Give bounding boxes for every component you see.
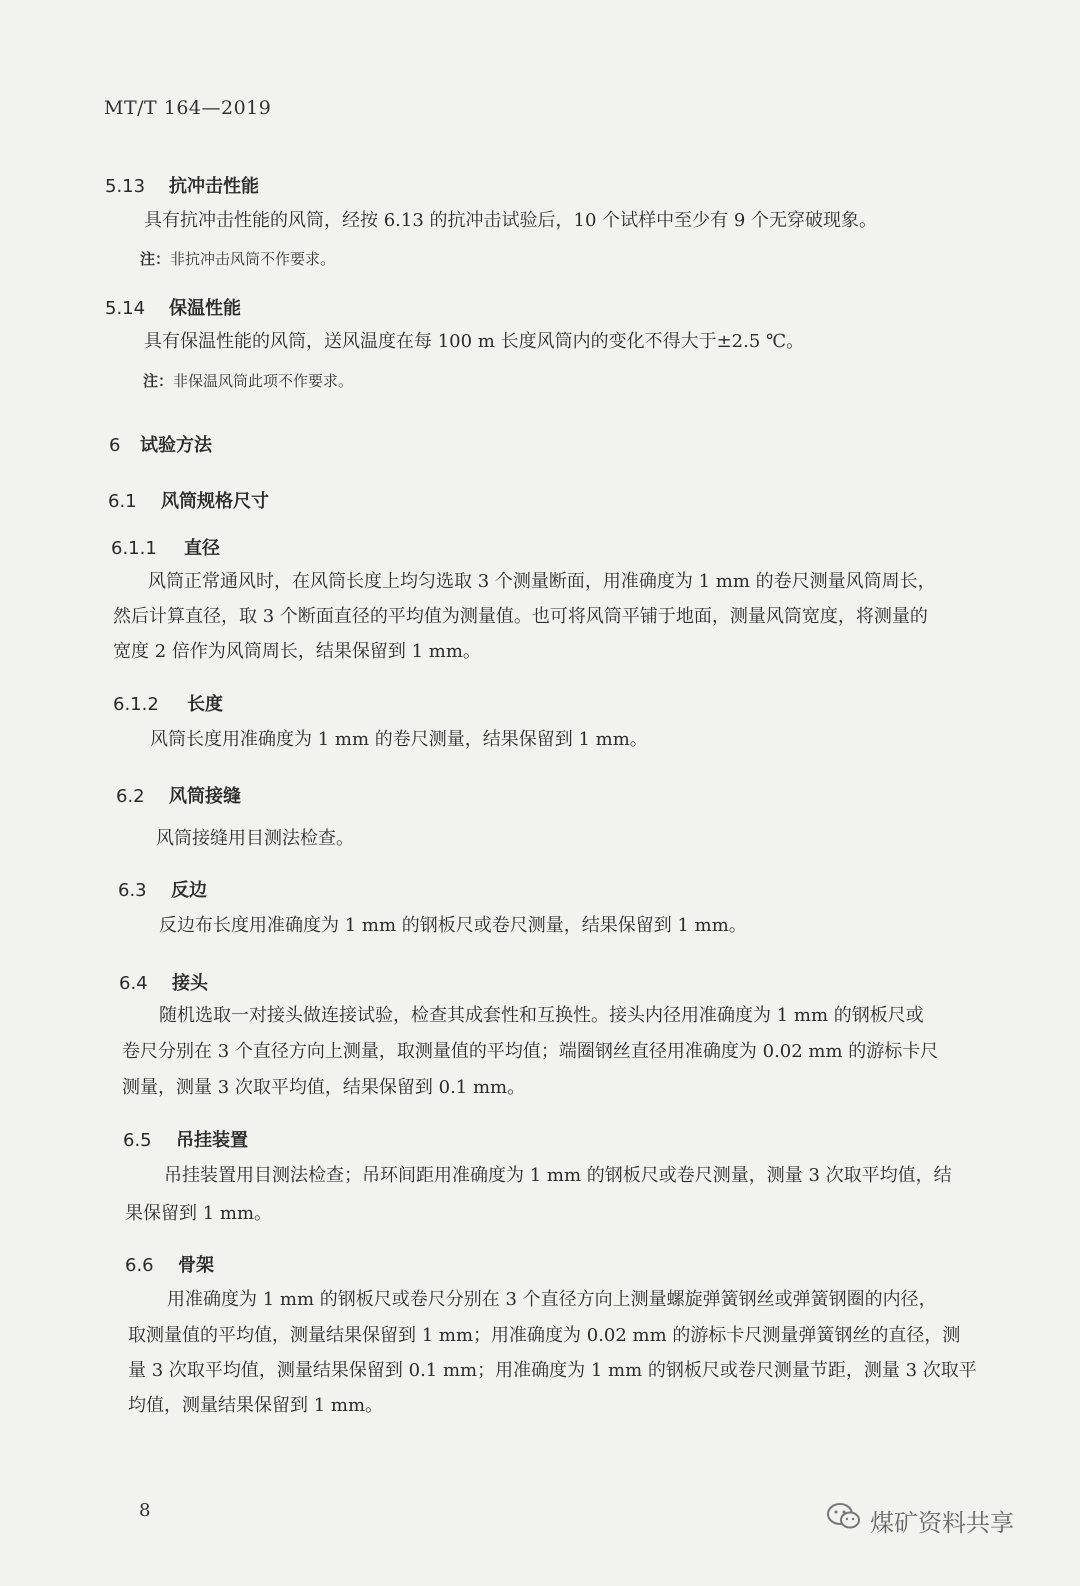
section-heading-5-14 (105, 294, 241, 320)
wechat-icon (826, 1502, 862, 1538)
paragraph: 具有抗冲击性能的风筒，经按 6.13 的抗冲击试验后，10 个试样中至少有 9 个无穿破现象。 (144, 210, 878, 231)
section-number: 6.2 (116, 786, 145, 807)
note-text: 非保温风筒此项不作要求。 (173, 372, 354, 390)
paragraph-line: 测量，测量 3 次取平均值，结果保留到 0.1 mm。 (122, 1077, 526, 1098)
section-heading-6-1 (108, 487, 269, 513)
paragraph: 具有保温性能的风筒，送风温度在每 100 m 长度风筒内的变化不得大于±2.5 ℃。 (144, 331, 805, 352)
section-title: 直径 (184, 538, 220, 559)
paragraph-line: 随机选取一对接头做连接试验，检查其成套性和互换性。接头内径用准确度为 1 mm 的钢板尺或 (159, 1005, 924, 1026)
paragraph-line: 均值，测量结果保留到 1 mm。 (128, 1395, 384, 1416)
section-number: 6 (109, 435, 121, 456)
paragraph-line: 吊挂装置用目测法检查；吊环间距用准确度为 1 mm 的钢板尺或卷尺测量，测量 3 次取平均值，结 (164, 1165, 952, 1186)
note (143, 370, 353, 391)
section-number: 6.1.2 (113, 694, 159, 715)
note-label: 注： (140, 250, 171, 268)
paragraph: 风筒长度用准确度为 1 mm 的卷尺测量，结果保留到 1 mm。 (150, 729, 648, 750)
paragraph-line: 风筒正常通风时，在风筒长度上均匀选取 3 个测量断面，用准确度为 1 mm 的卷尺测量风筒周长， (148, 571, 936, 592)
section-title: 风筒接缝 (169, 786, 241, 807)
standard-code: MT/T 164—2019 (104, 97, 272, 119)
section-heading-6-5 (123, 1126, 248, 1152)
section-heading-6-1-1 (111, 534, 220, 560)
section-heading-5-13 (105, 172, 259, 198)
paragraph: 反边布长度用准确度为 1 mm 的钢板尺或卷尺测量，结果保留到 1 mm。 (159, 915, 747, 936)
note-text: 非抗冲击风筒不作要求。 (170, 250, 336, 268)
section-heading-6-1-2 (113, 690, 223, 716)
section-number: 6.5 (123, 1130, 152, 1151)
section-number: 6.1 (108, 491, 137, 512)
paragraph-line: 果保留到 1 mm。 (125, 1203, 273, 1224)
paragraph-line: 卷尺分别在 3 个直径方向上测量，取测量值的平均值；端圈钢丝直径用准确度为 0.02 mm 的游标卡尺 (122, 1041, 939, 1062)
section-title: 保温性能 (169, 298, 241, 319)
section-heading-6 (109, 431, 212, 457)
section-title: 风筒规格尺寸 (161, 491, 269, 512)
section-title: 反边 (171, 880, 207, 901)
section-number: 6.4 (119, 973, 148, 994)
section-title: 试验方法 (140, 435, 212, 456)
paragraph-line: 宽度 2 倍作为风筒周长，结果保留到 1 mm。 (113, 641, 481, 662)
paragraph-line: 然后计算直径，取 3 个断面直径的平均值为测量值。也可将风筒平铺于地面，测量风筒宽度，将测量的 (113, 606, 928, 627)
paragraph-line: 量 3 次取平均值，测量结果保留到 0.1 mm；用准确度为 1 mm 的钢板尺或卷尺测量节距，测量 3 次取平 (128, 1360, 977, 1381)
section-number: 5.13 (105, 176, 146, 197)
section-title: 长度 (187, 694, 223, 715)
section-title: 吊挂装置 (176, 1130, 248, 1151)
note-label: 注： (143, 372, 174, 390)
paragraph-line: 用准确度为 1 mm 的钢板尺或卷尺分别在 3 个直径方向上测量螺旋弹簧钢丝或弹簧钢圈的内径， (167, 1289, 937, 1310)
paragraph-line: 取测量值的平均值，测量结果保留到 1 mm；用准确度为 0.02 mm 的游标卡尺测量弹簧钢丝的直径，测 (128, 1325, 961, 1346)
page-number: 8 (139, 1500, 151, 1521)
note (140, 248, 335, 269)
section-number: 6.1.1 (111, 538, 157, 559)
section-number: 5.14 (105, 298, 146, 319)
watermark (826, 1502, 1014, 1538)
paragraph: 风筒接缝用目测法检查。 (156, 828, 354, 849)
section-heading-6-4 (119, 969, 208, 995)
watermark-text: 煤矿资料共享 (870, 1508, 1014, 1537)
section-heading-6-6 (125, 1251, 214, 1277)
section-title: 接头 (172, 973, 208, 994)
section-heading-6-2 (116, 782, 241, 808)
section-number: 6.6 (125, 1255, 154, 1276)
section-heading-6-3 (118, 876, 207, 902)
section-title: 骨架 (178, 1255, 214, 1276)
section-number: 6.3 (118, 880, 147, 901)
section-title: 抗冲击性能 (169, 176, 259, 197)
